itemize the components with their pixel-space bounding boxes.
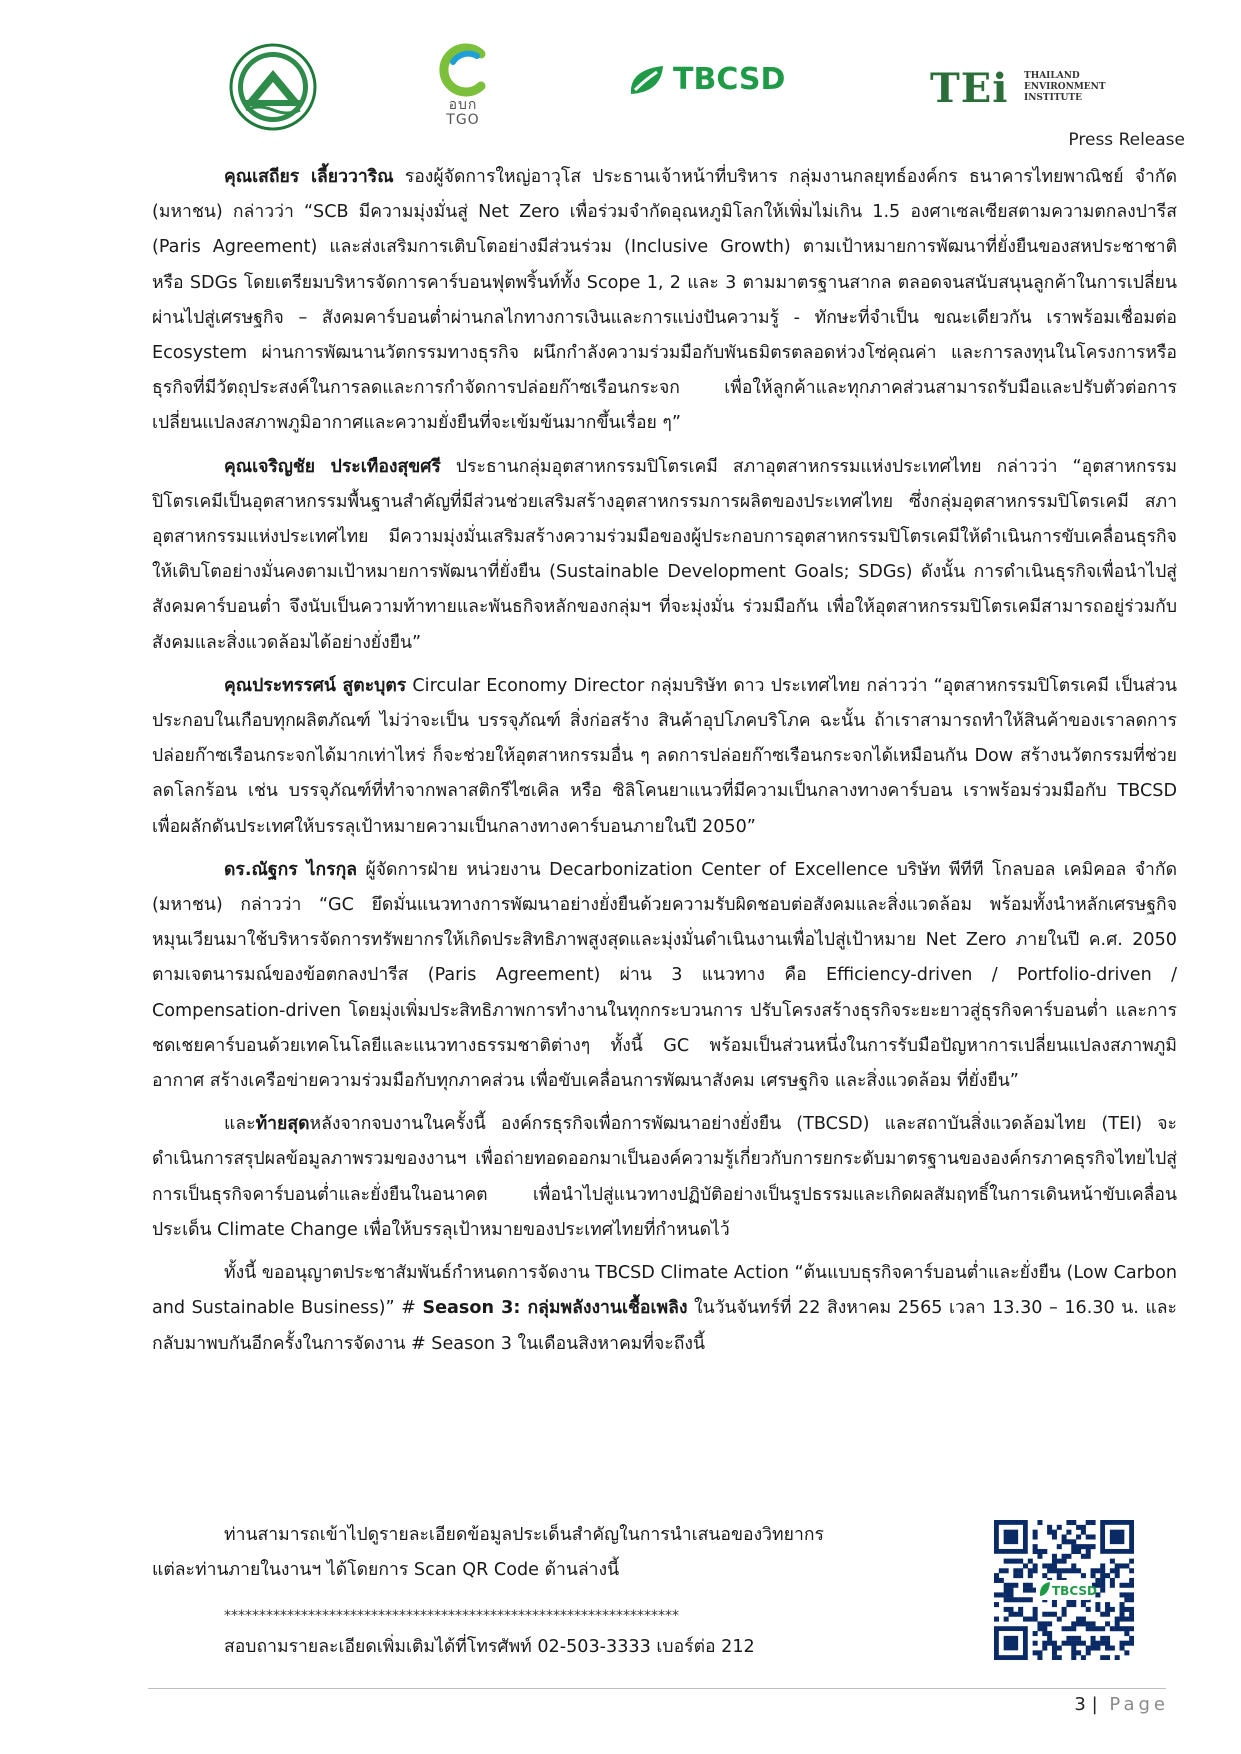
contact-info: สอบถามรายละเอียดเพิ่มเติมได้ที่โทรศัพท์ 02-503-3333 เบอร์ต่อ 212	[224, 1637, 755, 1657]
paragraph-text: หลังจากจบงานในครั้งนี้ องค์กรธุรกิจเพื่อการพัฒนาอย่างยั่งยืน (TBCSD) และสถาบันสิ่งแวดล้อมไทย (TEI) จะดำเนินการสรุปผลข้อมูลภาพรวมของงานฯ เพื่อถ่ายทอดออกมาเป็นองค์ความรู้เกี่ยวกับการยกระดับมาตรฐานขององค์กรภาคธุรกิจไทยไปสู่การเป็นธุรกิจคาร์บอนต่ำและยั่งยืนในอนาคต เพื่อนำไปสู่แนวทางปฏิบัติอย่างเป็นรูปธรรมและเกิดผลสัมฤทธิ์ในการเดินหน้าขับเคลื่อนประเด็น Climate Change เพื่อให้บรรลุเป้าหมายของประเทศไทยที่กำหนดไว้	[152, 1114, 1177, 1240]
body-content	[152, 160, 1177, 1370]
paragraph-dow	[152, 669, 1177, 845]
page-number	[1074, 1694, 1169, 1715]
paragraph-schedule	[152, 1256, 1177, 1362]
paragraph-prefix: ทั้งนี้ ขออนุญาตประชาสัมพันธ์กำหนดการจัดงาน TBCSD Climate Action “ต้นแบบธุรกิจคาร์บอนต่ำและยั่งยืน (Low Carbon and Sustainable Business)” #	[152, 1263, 1177, 1319]
speaker-name: ดร.ณัฐกร ไกรกุล	[224, 859, 358, 880]
onep-logo	[228, 42, 318, 132]
paragraph-scb	[152, 160, 1177, 442]
paragraph-text: Circular Economy Director กลุ่มบริษัท ดาว ประเทศไทย กล่าวว่า “อุตสาหกรรมปิโตรเคมี เป็นส่วนประกอบในเกือบทุกผลิตภัณฑ์ ไม่ว่าจะเป็น บรรจุภัณฑ์ สิ่งก่อสร้าง สินค้าอุปโภคบริโภค ฉะนั้น ถ้าเราสามารถทำให้สินค้าของเราลดการปล่อยก๊าซเรือนกระจกได้มากเท่าไหร่ ก็จะช่วยให้อุตสาหกรรมอื่น ๆ ลดการปล่อยก๊าซเรือนกระจกได้เหมือนกัน Dow สร้างนวัตกรรมที่ช่วยลดโลกร้อน เช่น บรรจุภัณฑ์ที่ทำจากพลาสติกรีไซเคิล หรือ ซิลิโคนยาแนวที่มีความเป็นกลางทางคาร์บอน เราพร้อมร่วมมือกับ TBCSD เพื่อผลักดันประเทศให้บรรลุเป้าหมายความเป็นกลางทางคาร์บอนภายในปี 2050”	[152, 675, 1177, 837]
qr-line-2: แต่ละท่านภายในงานฯ ได้โดยการ Scan QR Code ด้านล่างนี้	[152, 1560, 620, 1581]
tbcsd-wordmark: TBCSD	[673, 62, 786, 97]
paragraph-text: ผู้จัดการฝ่าย หน่วยงาน Decarbonization Center of Excellence บริษัท พีทีที โกลบอล เคมิคอล จำกัด (มหาชน) กล่าวว่า “GC ยึดมั่นแนวทางการพัฒนาอย่างยั่งยืนด้วยความรับผิดชอบต่อสังคมและสิ่งแวดล้อม พร้อมทั้งนำหลักเศรษฐกิจหมุนเวียนมาใช้บริหารจัดการทรัพยากรให้เกิดประสิทธิภาพสูงสุดและมุ่งมั่นดำเนินงานเพื่อไปสู่เป้าหมาย Net Zero ภายในปี ค.ศ. 2050 ตามเจตนารมณ์ของข้อตกลงปารีส (Paris Agreement) ผ่าน 3 แนวทาง คือ Efficiency-driven / Portfolio-driven / Compensation-driven โดยมุ่งเพิ่มประสิทธิภาพการทำงานในทุกกระบวนการ ปรับโครงสร้างธุรกิจระยะยาวสู่ธุรกิจคาร์บอนต่ำ และการชดเชยคาร์บอนด้วยเทคโนโลยีและแนวทางธรรมชาติต่างๆ ทั้งนี้ GC พร้อมเป็นส่วนหนึ่งในการรับมือปัญหาการเปลี่ยนแปลงสภาพภูมิอากาศ สร้างเครือข่ายความร่วมมือกับทุกภาคส่วน เพื่อขับเคลื่อนการพัฒนาสังคม เศรษฐกิจ และสิ่งแวดล้อม ที่ยั่งยืน”	[152, 859, 1178, 1092]
paragraph-text: ในวันจันทร์ที่ 22 สิงหาคม 2565 เวลา 13.30 – 16.30 น. และกลับมาพบกันอีกครั้งในการจัดงาน # Season 3 ในเดือนสิงหาคมที่จะถึงนี้	[152, 1298, 1178, 1354]
qr-logo-text: TBCSD	[1052, 1584, 1097, 1598]
footer-divider	[148, 1688, 1166, 1689]
qr-instructions	[152, 1518, 872, 1588]
paragraph-emphasis: Season 3: กลุ่มพลังงานเชื้อเพลิง	[422, 1298, 688, 1319]
tei-caption: THAILAND ENVIRONMENT INSTITUTE	[1024, 71, 1106, 103]
tei-logo	[930, 65, 1110, 115]
logo-row	[0, 40, 1241, 128]
paragraph-emphasis: ท้ายสุด	[255, 1114, 310, 1135]
tgo-caption: อบก TGO	[446, 97, 480, 128]
qr-line-1: ท่านสามารถเข้าไปดูรายละเอียดข้อมูลประเด็นสำคัญในการนำเสนอของวิทยากร	[224, 1525, 824, 1545]
tbcsd-logo	[625, 60, 805, 100]
speaker-name: คุณเสถียร เลี้ยววาริณ	[224, 167, 394, 187]
paragraph-summary	[152, 1107, 1177, 1248]
page-number-value: 3	[1074, 1694, 1086, 1715]
speaker-name: คุณประทรรศน์ สูตะบุตร	[224, 675, 407, 696]
paragraph-text: ประธานกลุ่มอุตสาหกรรมปิโตรเคมี สภาอุตสาหกรรมแห่งประเทศไทย กล่าวว่า “อุตสาหกรรมปิโตรเคมีเป็นอุตสาหกรรมพื้นฐานสำคัญที่มีส่วนช่วยเสริมสร้างอุตสาหกรรมการผลิตของประเทศไทย ซึ่งกลุ่มอุตสาหกรรมปิโตรเคมี สภาอุตสาหกรรมแห่งประเทศไทย มีความมุ่งมั่นเสริมสร้างความร่วมมือของผู้ประกอบการอุตสาหกรรมปิโตรเคมีให้ดำเนินการขับเคลื่อนธุรกิจให้เติบโตอย่างมั่นคงตามเป้าหมายการพัฒนาที่ยั่งยืน (Sustainable Development Goals; SDGs) ดังนั้น การดำเนินธุรกิจเพื่อนำไปสู่สังคมคาร์บอนต่ำ จึงนับเป็นความท้าทายและพันธกิจหลักของกลุ่มฯ ที่จะมุ่งมั่น ร่วมมือกัน เพื่อให้อุตสาหกรรมปิโตรเคมีสามารถอยู่ร่วมกับสังคมและสิ่งแวดล้อมได้อย่างยั่งยืน”	[152, 456, 1178, 653]
tgo-logo	[433, 40, 493, 130]
page-separator: |	[1091, 1694, 1098, 1715]
paragraph-fti	[152, 450, 1177, 661]
paragraph-gc	[152, 853, 1177, 1099]
paragraph-text: รองผู้จัดการใหญ่อาวุโส ประธานเจ้าหน้าที่บริหาร กลุ่มงานกลยุทธ์องค์กร ธนาคารไทยพาณิชย์ จำกัด (มหาชน) กล่าวว่า “SCB มีความมุ่งมั่นสู่ Net Zero เพื่อร่วมจำกัดอุณหภูมิโลกให้เพิ่มไม่เกิน 1.5 องศาเซลเซียสตามความตกลงปารีส (Paris Agreement) และส่งเสริมการเติบโตอย่างมีส่วนร่วม (Inclusive Growth) ตามเป้าหมายการพัฒนาที่ยั่งยืนของสหประชาชาติ หรือ SDGs โดยเตรียมบริหารจัดการคาร์บอนฟุตพริ้นท์ทั้ง Scope 1, 2 และ 3 ตามมาตรฐานสากล ตลอดจนสนับสนุนลูกค้าในการเปลี่ยนผ่านไปสู่เศรษฐกิจ – สังคมคาร์บอนต่ำผ่านกลไกทางการเงินและการแบ่งปันความรู้ - ทักษะที่จำเป็น ขณะเดียวกัน เราพร้อมเชื่อมต่อ Ecosystem ผ่านการพัฒนานวัตกรรมทางธุรกิจ ผนึกกำลังความร่วมมือกับพันธมิตรตลอดห่วงโซ่คุณค่า และการลงทุนในโครงการหรือธุรกิจที่มีวัตถุประสงค์ในการลดและการกำจัดการปล่อยก๊าซเรือนกระจก เพื่อให้ลูกค้าและทุกภาคส่วนสามารถรับมือและปรับตัวต่อการเปลี่ยนแปลงสภาพภูมิอากาศและความยั่งยืนที่จะเข้มข้นมากขึ้นเรื่อย ๆ”	[152, 167, 1177, 434]
qr-code[interactable]	[994, 1520, 1134, 1660]
press-release-label: Press Release	[1068, 130, 1185, 150]
separator-stars: *****************************************************************	[224, 1608, 679, 1624]
paragraph-prefix: และ	[224, 1114, 256, 1135]
speaker-name: คุณเจริญชัย ประเทืองสุขศรี	[224, 456, 441, 477]
tei-wordmark: TEi	[930, 65, 1009, 112]
page-label: Page	[1109, 1694, 1169, 1715]
